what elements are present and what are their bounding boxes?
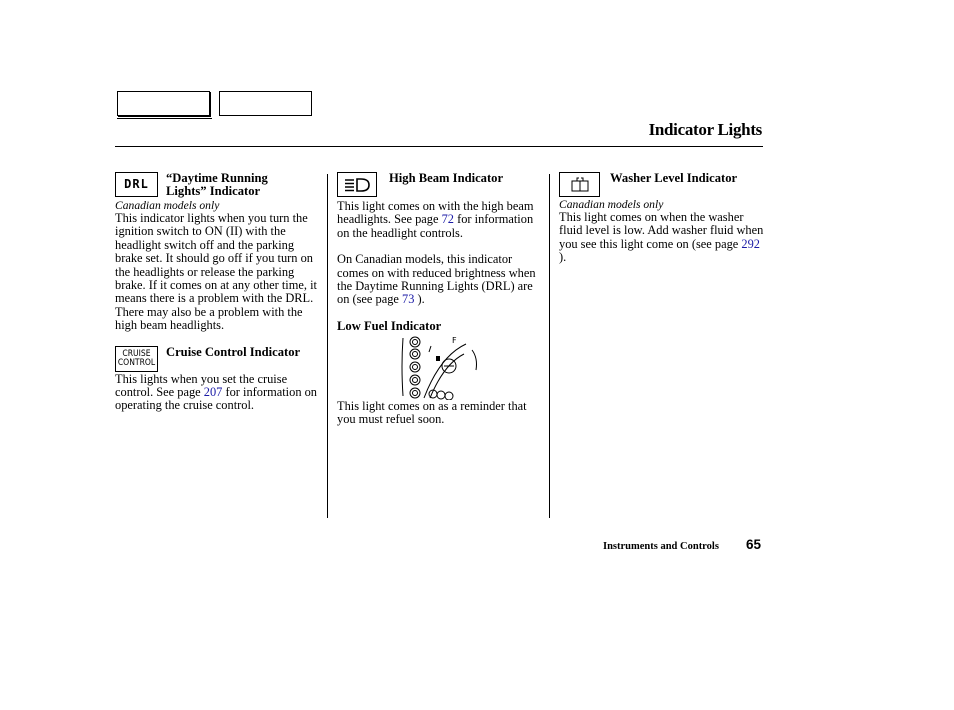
nav-underline (117, 118, 212, 119)
column-divider-2 (549, 174, 550, 518)
drl-body: This indicator lights when you turn the ignition switch to ON (II) with the headlight switch off and the parking brake set. It should go off if you turn on the headlights or release the parking brake. If it comes on at any other time, it means there is a problem with the DRL. There may also be a problem with the high beam headlights. (115, 211, 317, 333)
page-link-72[interactable]: 72 (441, 212, 454, 227)
high-beam-heading: High Beam Indicator (389, 171, 504, 185)
low-fuel-gauge-illustration (400, 336, 480, 400)
page-link-292[interactable]: 292 (741, 236, 760, 251)
left-column (115, 172, 321, 413)
page-link-207[interactable]: 207 (203, 385, 223, 400)
page-title: Indicator Lights (648, 120, 762, 139)
page-link-73[interactable]: 73 (402, 292, 415, 307)
high-beam-section-header (337, 172, 543, 197)
drl-indicator-icon: DRL (115, 172, 158, 197)
washer-note: Canadian models only (559, 198, 664, 211)
washer-level-indicator-icon (559, 172, 600, 197)
high-beam-indicator-icon (337, 172, 377, 197)
cruise-section-header (115, 346, 321, 372)
middle-column (337, 172, 543, 427)
washer-heading: Washer Level Indicator (610, 171, 738, 185)
gauge-full-label: F (452, 335, 457, 345)
drl-heading: “Daytime Running Lights” Indicator (166, 171, 268, 198)
title-rule (115, 146, 763, 147)
washer-body: This light comes on when the washer fluid level is low. Add washer fluid when you see this light come on (see page 292 ). (559, 210, 764, 265)
drl-section-header (115, 172, 321, 198)
cruise-heading: Cruise Control Indicator (166, 344, 301, 359)
footer-section-name: Instruments and Controls (603, 541, 719, 552)
cruise-control-indicator-icon: CRUISE CONTROL (115, 346, 158, 372)
washer-section-header (559, 172, 765, 197)
low-fuel-body: This light comes on as a reminder that you must refuel soon. (337, 398, 527, 427)
column-divider-1 (327, 174, 328, 518)
nav-tab-box-2[interactable] (219, 91, 312, 116)
low-fuel-heading: Low Fuel Indicator (337, 318, 442, 333)
drl-note: Canadian models only (115, 199, 220, 212)
right-column (559, 172, 765, 265)
page-number: 65 (746, 537, 762, 552)
cruise-body: This lights when you set the cruise control. See page 207 for information on operating the cruise control. (115, 371, 318, 413)
nav-tab-box-1[interactable] (117, 91, 210, 116)
high-beam-body-2: On Canadian models, this indicator comes on with reduced brightness when the Daytime Running Lights (DRL) are on (see page 73 ). (337, 252, 536, 307)
high-beam-body-1: This light comes on with the high beam headlights. See page 72 for information on the headlight controls. (337, 199, 534, 240)
